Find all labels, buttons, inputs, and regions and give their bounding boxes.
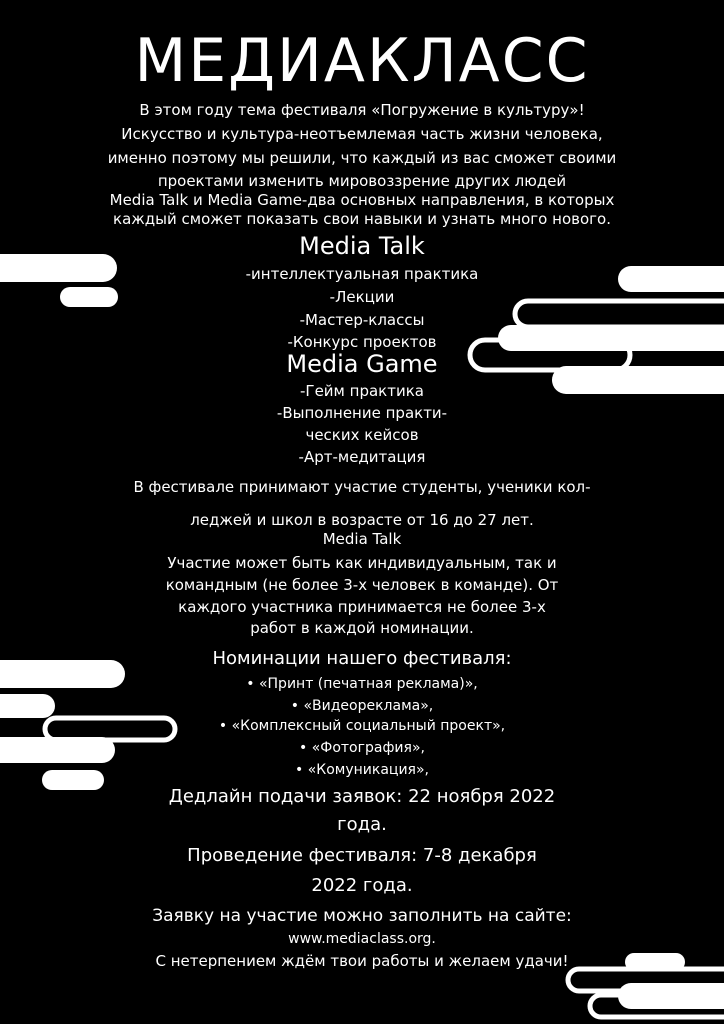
intro-line: каждый сможет показать свои навыки и узнать много нового. bbox=[113, 210, 611, 228]
participation-rule: Участие может быть как индивидуальным, так и bbox=[167, 554, 557, 572]
participants-label: Media Talk bbox=[322, 530, 402, 548]
deadline-line: Дедлайн подачи заявок: 22 ноября 2022 bbox=[168, 786, 556, 807]
nomination-item: • «Видеореклама», bbox=[290, 698, 434, 714]
media-game-item: -Выполнение практи- bbox=[276, 404, 448, 422]
media-talk-item: -Мастер-классы bbox=[299, 311, 425, 329]
closing-text: С нетерпением ждём твои работы и желаем удачи! bbox=[155, 952, 569, 970]
deadline-line: года. bbox=[337, 814, 387, 835]
application-text: Заявку на участие можно заполнить на сайте: bbox=[152, 906, 572, 926]
nomination-item: • «Фотография», bbox=[299, 740, 425, 756]
media-talk-item: -Лекции bbox=[329, 288, 395, 306]
page-title: МЕДИАКЛАСС bbox=[134, 26, 590, 96]
participants-line: леджей и школ в возрасте от 16 до 27 лет. bbox=[190, 511, 534, 529]
media-game-heading: Media Game bbox=[286, 350, 438, 378]
participation-rule: каждого участника принимается не более 3-х bbox=[178, 598, 546, 616]
intro-line: именно поэтому мы решили, что каждый из вас сможет своими bbox=[107, 149, 617, 167]
intro-line: проектами изменить мировоззрение других людей bbox=[157, 172, 567, 190]
intro-line: Media Talk и Media Game-два основных направления, в которых bbox=[109, 191, 615, 209]
website-link[interactable]: www.mediaclass.org. bbox=[288, 931, 436, 947]
participation-rule: командным (не более 3-х человек в команде). От bbox=[165, 576, 559, 594]
intro-line: В этом году тема фестиваля «Погружение в культуру»! bbox=[139, 101, 585, 119]
nomination-item: • «Комуникация», bbox=[295, 762, 429, 778]
participation-rule: работ в каждой номинации. bbox=[250, 619, 474, 637]
festival-dates-line: Проведение фестиваля: 7-8 декабря bbox=[187, 845, 537, 866]
media-game-item: ческих кейсов bbox=[305, 426, 419, 444]
media-talk-item: -интеллектуальная практика bbox=[245, 265, 479, 283]
media-game-item: -Гейм практика bbox=[300, 382, 424, 400]
media-talk-item: -Конкурс проектов bbox=[287, 333, 437, 351]
nominations-heading: Номинации нашего фестиваля: bbox=[212, 648, 512, 669]
festival-dates-line: 2022 года. bbox=[311, 875, 413, 896]
nomination-item: • «Принт (печатная реклама)», bbox=[246, 676, 478, 692]
participants-line: В фестивале принимают участие студенты, ученики кол- bbox=[133, 478, 591, 496]
intro-line: Искусство и культура-неотъемлемая часть жизни человека, bbox=[121, 125, 603, 143]
media-talk-heading: Media Talk bbox=[299, 232, 425, 260]
media-game-item: -Арт-медитация bbox=[298, 448, 426, 466]
nomination-item: • «Комплексный социальный проект», bbox=[218, 718, 506, 734]
